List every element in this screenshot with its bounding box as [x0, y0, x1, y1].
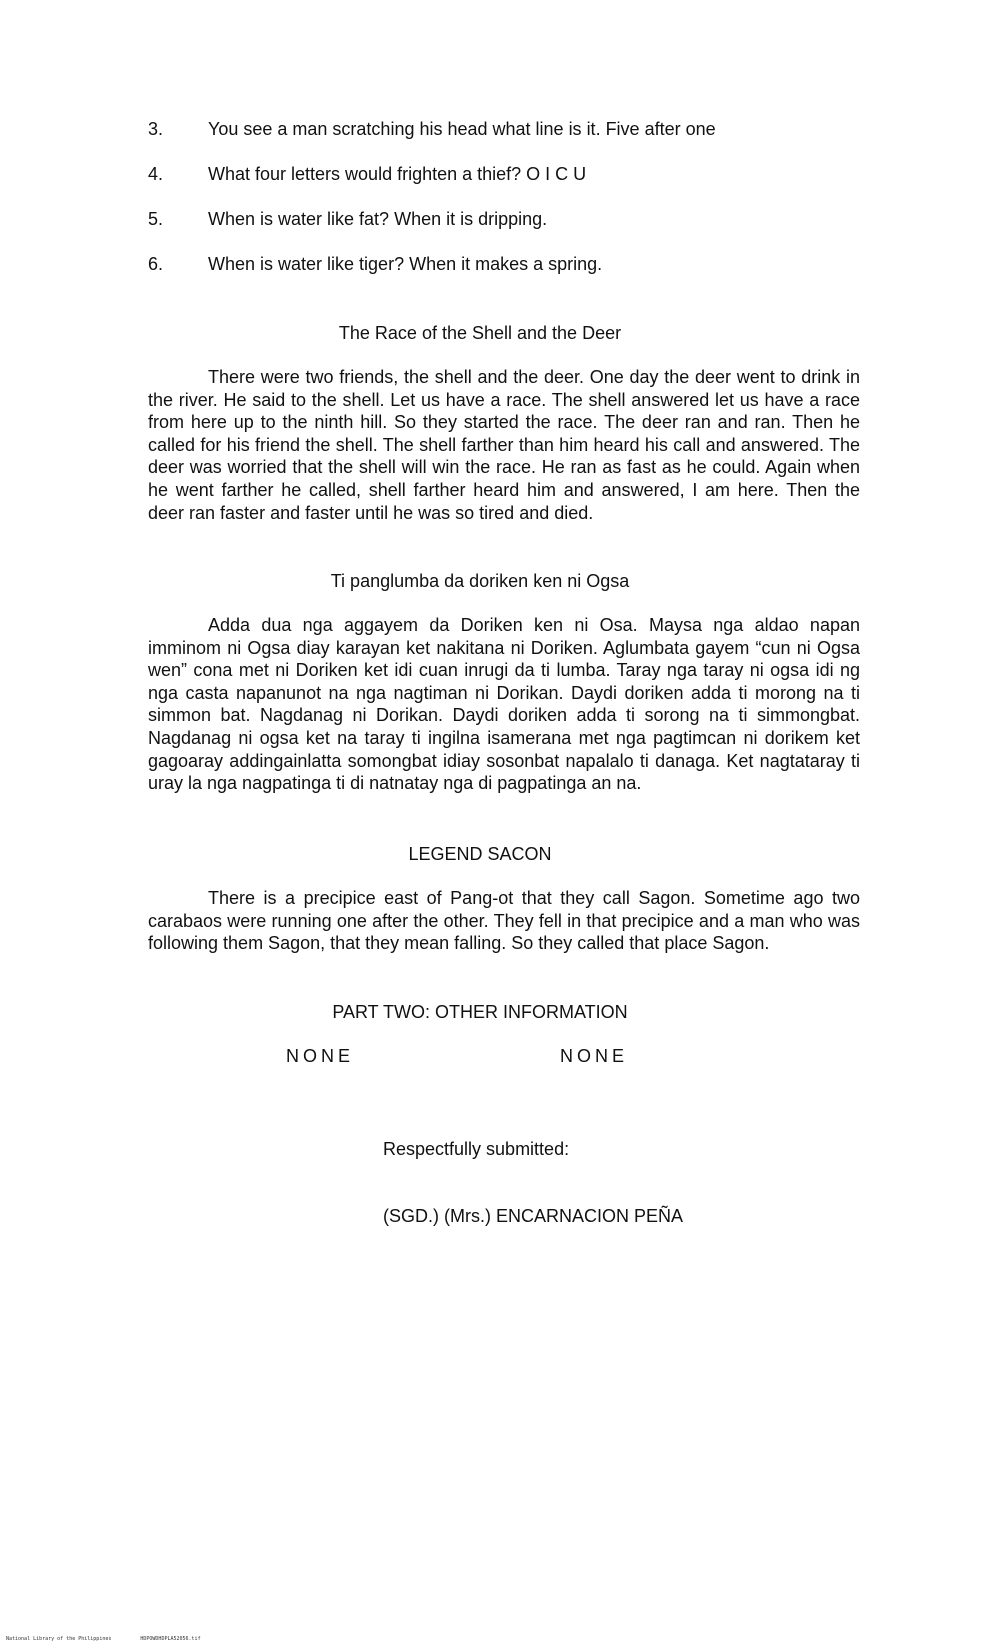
riddle-text: When is water like fat? When it is dripping. — [208, 209, 548, 229]
riddle-text: What four letters would frighten a thief? O I C U — [208, 164, 587, 184]
footer-library: National Library of the Philippines — [6, 1636, 112, 1642]
riddle-item — [148, 253, 908, 298]
story-english-title: The Race of the Shell and the Deer — [338, 323, 622, 343]
riddle-number: 5. — [148, 209, 164, 229]
footer-archive-id: HDPOWDHDPLA52056.tif — [140, 1636, 201, 1642]
part-two-title: PART TWO: OTHER INFORMATION — [332, 1002, 628, 1022]
riddle-text: When is water like tiger? When it makes a spring. — [208, 254, 603, 274]
riddle-item — [148, 118, 908, 163]
part-two-right-value: NONE — [560, 1046, 629, 1066]
riddle-list — [148, 118, 908, 298]
riddle-number: 3. — [148, 119, 164, 139]
riddle-number: 4. — [148, 164, 164, 184]
riddle-text: You see a man scratching his head what line is it. Five after one — [208, 119, 716, 139]
story-ilocano-title: Ti panglumba da doriken ken ni Ogsa — [330, 571, 630, 591]
signature-line: (SGD.) (Mrs.) ENCARNACION PEÑA — [383, 1206, 684, 1226]
riddle-item — [148, 163, 908, 208]
legend-body: There is a precipice east of Pang-ot that they call Sagon. Sometime ago two carabaos were running one after the other. They fell in that precipice and a man who was following them Sagon, that they mean falling. So they called that place Sagon. — [148, 888, 860, 954]
story-ilocano-body: Adda dua nga aggayem da Doriken ken ni Osa. Maysa nga aldao napan imminom ni Ogsa diay karayan ket nakitana ni Doriken. Aglumbata gayem “cun ni Ogsa wen” cona met ni Doriken ket idi cuan inrugi da ti lumba. Taray nga taray ni ogsa idi ng nga casta napanunot na nga nagtiman ni Dorikan. Daydi doriken adda ti morong na ti simmon bat. Nagdanag ni Dorikan. Daydi doriken adda ti sorong na ti simmongbat. Nagdanag ni ogsa ket na taray ti ingilna isamerana met nga pagtimcan ni dorikem ket gagoaray addingainlatta somongbat idiay sosonbat napalalo ti danaga. Ket nagtataray ti uray la nga nagpatinga ti di natnatay nga di pagpatinga an na. — [148, 615, 860, 794]
riddle-item — [148, 208, 908, 253]
legend-title: LEGEND SACON — [408, 844, 552, 864]
riddle-number: 6. — [148, 254, 164, 274]
closing-text: Respectfully submitted: — [383, 1139, 570, 1159]
scan-footer — [6, 1636, 201, 1643]
story-english-body: There were two friends, the shell and the deer. One day the deer went to drink in the river. He said to the shell. Let us have a race. The shell answered let us have a race from here up to the ninth hill. So they started the race. The deer ran and ran. Then he called for his friend the shell. The shell farther than him heard his call and answered. The deer was worried that the shell will win the race. He ran as fast as he could. Again when he went farther he called, shell farther heard him and answered, I am here. Then the deer ran faster and faster until he was so tired and died. — [148, 367, 860, 523]
part-two-left-value: NONE — [286, 1046, 355, 1066]
